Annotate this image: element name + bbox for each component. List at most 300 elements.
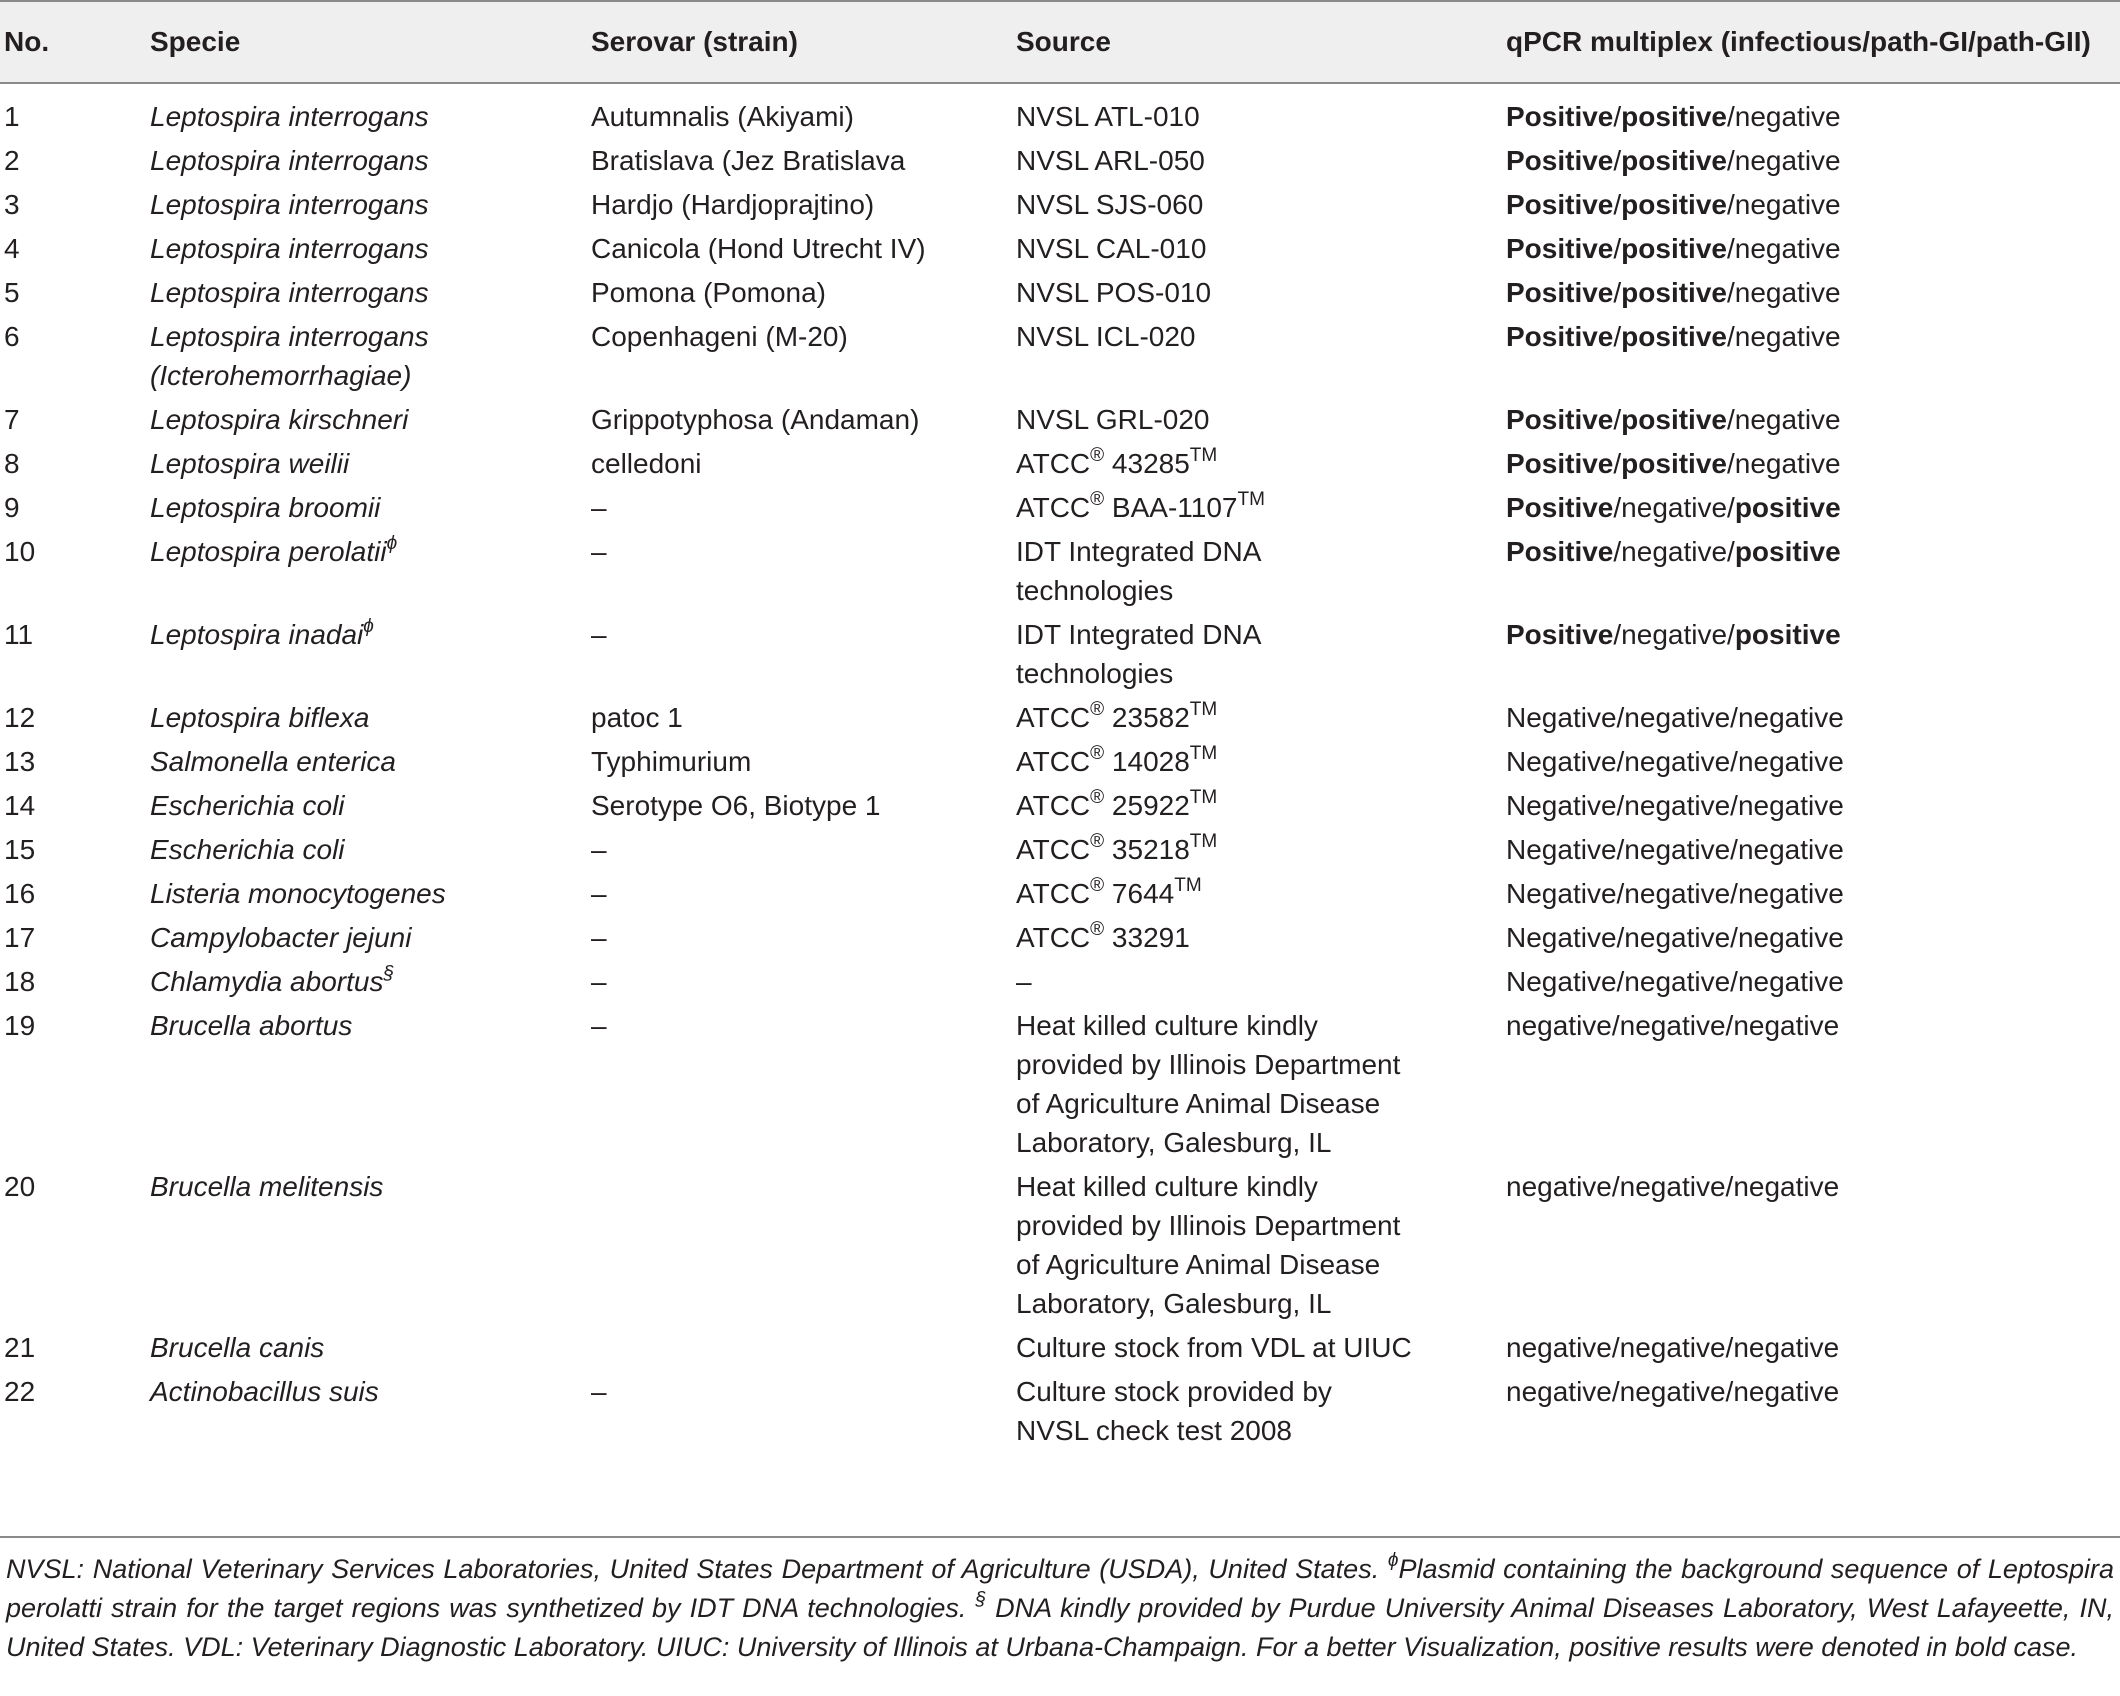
specie-name: Leptospira interrogans <box>150 321 429 352</box>
result-separator: / <box>1730 790 1738 821</box>
registered-mark: ® <box>1090 875 1105 896</box>
result-separator: / <box>1616 878 1625 909</box>
result-path-gii: negative <box>1734 321 1841 352</box>
cell-serovar: – <box>591 1010 607 1041</box>
result-separator: / <box>1726 189 1735 220</box>
cell-qpcr-result <box>1498 737 2120 781</box>
result-infectious: Negative <box>1506 966 1617 997</box>
cell-specie <box>142 913 583 957</box>
result-path-gii: positive <box>1734 619 1841 650</box>
result-separator: / <box>1727 536 1735 567</box>
result-path-gi: negative <box>1619 1376 1726 1407</box>
table-row <box>0 610 2120 693</box>
cell-serovar: Serotype O6, Biotype 1 <box>591 790 881 821</box>
cell-no: 17 <box>4 922 36 953</box>
source-text: ATCC <box>1016 746 1091 777</box>
trademark-mark: TM <box>1189 787 1218 808</box>
cell-serovar: – <box>591 922 607 953</box>
cell-specie <box>142 224 583 268</box>
cell-specie <box>142 83 583 136</box>
result-path-gii: negative <box>1737 878 1844 909</box>
cell-source <box>1008 781 1498 825</box>
cell-source <box>1008 1162 1498 1323</box>
cell-serovar: Grippotyphosa (Andaman) <box>591 404 920 435</box>
cell-serovar <box>583 1323 1008 1367</box>
source-text-line-2: NVSL check test 2008 <box>1016 1415 1293 1446</box>
cell-serovar: – <box>591 1376 607 1407</box>
cell-serovar: Copenhageni (M-20) <box>591 321 848 352</box>
footnote-part-3: DNA kindly provided by Purdue University Animal Diseases Laboratory, West Lafayeette, IN, United States. VDL: Veterinary Diagnostic Laboratory. UIUC: University of Illinois at Urbana-Champaign. For a better Visualization, positive results were denoted in bold case. <box>6 1593 2114 1662</box>
result-path-gi: negative <box>1624 878 1731 909</box>
specie-name: Leptospira interrogans <box>150 277 429 308</box>
specie-name: Brucella abortus <box>150 1010 353 1041</box>
result-separator: / <box>1725 1376 1734 1407</box>
result-separator: / <box>1730 966 1738 997</box>
cell-specie <box>142 439 583 483</box>
source-text-line-2: provided by Illinois Department <box>1016 1049 1401 1080</box>
table-row <box>0 224 2120 268</box>
table-row <box>0 781 2120 825</box>
result-path-gi: negative <box>1619 1010 1726 1041</box>
table-row <box>0 395 2120 439</box>
specie-name: Brucella canis <box>150 1332 325 1363</box>
result-path-gii: negative <box>1733 1332 1840 1363</box>
cell-qpcr-result <box>1498 781 2120 825</box>
cell-source <box>1008 180 1498 224</box>
result-path-gii: negative <box>1737 746 1844 777</box>
table-row <box>0 439 2120 483</box>
source-catalog-number: BAA-1107 <box>1104 492 1238 523</box>
specie-name: Leptospira broomii <box>150 492 381 523</box>
cell-specie <box>142 136 583 180</box>
cell-qpcr-result <box>1498 224 2120 268</box>
cell-qpcr-result <box>1498 83 2120 136</box>
table-row <box>0 1162 2120 1323</box>
result-separator: / <box>1611 1376 1620 1407</box>
trademark-mark: TM <box>1189 699 1218 720</box>
result-infectious: Positive <box>1506 492 1614 523</box>
result-path-gii: negative <box>1737 790 1844 821</box>
result-path-gi: negative <box>1624 790 1731 821</box>
table-row <box>0 483 2120 527</box>
result-path-gi: negative <box>1619 1171 1726 1202</box>
result-path-gi: positive <box>1621 404 1727 435</box>
source-catalog-number: 14028 <box>1104 746 1190 777</box>
cell-no: 6 <box>4 321 20 352</box>
result-separator: / <box>1616 790 1625 821</box>
cell-no: 15 <box>4 834 36 865</box>
cell-source <box>1008 957 1498 1001</box>
source-text-line-4: Laboratory, Galesburg, IL <box>1016 1127 1332 1158</box>
cell-no: 8 <box>4 448 20 479</box>
cell-qpcr-result <box>1498 1001 2120 1162</box>
source-catalog-number: 35218 <box>1104 834 1190 865</box>
result-path-gii: negative <box>1734 404 1841 435</box>
cell-no: 5 <box>4 277 20 308</box>
result-separator: / <box>1725 1332 1734 1363</box>
result-separator: / <box>1613 448 1622 479</box>
source-catalog-number: 25922 <box>1104 790 1190 821</box>
cell-serovar: patoc 1 <box>591 702 683 733</box>
cell-qpcr-result <box>1498 1162 2120 1323</box>
result-path-gi: positive <box>1621 233 1727 264</box>
result-path-gii: negative <box>1734 448 1841 479</box>
source-text: – <box>1016 966 1032 997</box>
table-row <box>0 180 2120 224</box>
table-row <box>0 693 2120 737</box>
table-row <box>0 1001 2120 1162</box>
specie-name: Escherichia coli <box>150 790 345 821</box>
cell-no: 11 <box>4 619 34 650</box>
cell-specie <box>142 395 583 439</box>
specie-name: Campylobacter jejuni <box>150 922 412 953</box>
cell-serovar: – <box>591 619 607 650</box>
result-path-gi: negative <box>1621 619 1728 650</box>
cell-qpcr-result <box>1498 610 2120 693</box>
cell-source <box>1008 268 1498 312</box>
result-separator: / <box>1613 321 1622 352</box>
header-qpcr: qPCR multiplex (infectious/path-GI/path-GII) <box>1498 1 2120 83</box>
source-text: ATCC <box>1016 878 1091 909</box>
result-infectious: Negative <box>1506 878 1617 909</box>
source-catalog-number: 23582 <box>1104 702 1190 733</box>
specie-name: Actinobacillus suis <box>150 1376 379 1407</box>
result-path-gi: positive <box>1621 448 1727 479</box>
cell-qpcr-result <box>1498 395 2120 439</box>
result-separator: / <box>1611 1171 1620 1202</box>
result-separator: / <box>1726 277 1735 308</box>
source-text: NVSL GRL-020 <box>1016 404 1210 435</box>
table-row <box>0 825 2120 869</box>
result-separator: / <box>1613 404 1622 435</box>
result-separator: / <box>1613 233 1622 264</box>
cell-specie <box>142 869 583 913</box>
trademark-mark: TM <box>1189 743 1218 764</box>
header-no: No. <box>0 1 142 83</box>
source-text: IDT Integrated DNA <box>1016 619 1262 650</box>
trademark-mark: TM <box>1174 875 1202 896</box>
cell-specie <box>142 268 583 312</box>
result-path-gii: negative <box>1734 101 1841 132</box>
specie-name: Escherichia coli <box>150 834 345 865</box>
result-infectious: Negative <box>1506 790 1617 821</box>
table-row <box>0 913 2120 957</box>
result-separator: / <box>1611 1332 1620 1363</box>
result-separator: / <box>1613 492 1622 523</box>
result-infectious: Negative <box>1506 702 1617 733</box>
result-path-gii: positive <box>1734 536 1841 567</box>
specie-footnote-marker: ϕ <box>386 533 398 554</box>
cell-no: 1 <box>4 101 20 132</box>
source-text: ATCC <box>1016 448 1091 479</box>
result-separator: / <box>1726 321 1735 352</box>
cell-serovar: – <box>591 536 607 567</box>
source-text: Heat killed culture kindly <box>1016 1171 1318 1202</box>
source-text: ATCC <box>1016 790 1091 821</box>
result-path-gii: negative <box>1733 1376 1840 1407</box>
registered-mark: ® <box>1090 743 1105 764</box>
table-row <box>0 1323 2120 1367</box>
result-path-gi: positive <box>1621 277 1727 308</box>
result-path-gii: positive <box>1734 492 1841 523</box>
specie-name: Leptospira biflexa <box>150 702 370 733</box>
source-text: IDT Integrated DNA <box>1016 536 1262 567</box>
cell-qpcr-result <box>1498 483 2120 527</box>
cell-qpcr-result <box>1498 180 2120 224</box>
result-separator: / <box>1730 922 1738 953</box>
result-path-gi: negative <box>1624 834 1731 865</box>
header-row <box>0 1 2120 83</box>
specie-name: Leptospira weilii <box>150 448 350 479</box>
result-infectious: Negative <box>1506 834 1617 865</box>
cell-specie <box>142 527 583 610</box>
cell-serovar: Autumnalis (Akiyami) <box>591 101 854 132</box>
cell-source <box>1008 312 1498 395</box>
registered-mark: ® <box>1090 919 1105 940</box>
table-bottom-rule <box>0 1536 2120 1538</box>
cell-no: 20 <box>4 1171 36 1202</box>
cell-serovar: Typhimurium <box>591 746 752 777</box>
cell-specie <box>142 737 583 781</box>
result-path-gi: positive <box>1621 101 1727 132</box>
table-row <box>0 737 2120 781</box>
source-text: NVSL ICL-020 <box>1016 321 1196 352</box>
result-infectious: Positive <box>1506 277 1614 308</box>
cell-specie <box>142 781 583 825</box>
cell-specie <box>142 1001 583 1162</box>
result-path-gii: negative <box>1734 277 1841 308</box>
specie-name: Leptospira interrogans <box>150 189 429 220</box>
result-path-gi: negative <box>1619 1332 1726 1363</box>
header-source: Source <box>1008 1 1498 83</box>
specie-name: Leptospira interrogans <box>150 101 429 132</box>
result-separator: / <box>1613 101 1622 132</box>
cell-qpcr-result <box>1498 869 2120 913</box>
result-separator: / <box>1613 277 1622 308</box>
result-separator: / <box>1616 834 1625 865</box>
cell-source <box>1008 610 1498 693</box>
result-separator: / <box>1726 233 1735 264</box>
specie-footnote-marker: § <box>383 963 395 984</box>
cell-specie <box>142 1162 583 1323</box>
specie-name-line-2: (Icterohemorrhagiae) <box>150 360 412 391</box>
result-path-gii: negative <box>1737 702 1844 733</box>
cell-no: 21 <box>4 1332 36 1363</box>
specie-name: Chlamydia abortus <box>150 966 384 997</box>
header-serovar: Serovar (strain) <box>583 1 1008 83</box>
source-text: NVSL SJS-060 <box>1016 189 1204 220</box>
result-path-gi: positive <box>1621 189 1727 220</box>
cell-no: 4 <box>4 233 20 264</box>
trademark-mark: TM <box>1237 489 1265 510</box>
registered-mark: ® <box>1090 699 1105 720</box>
cell-source <box>1008 737 1498 781</box>
result-infectious: Positive <box>1506 619 1614 650</box>
cell-source <box>1008 136 1498 180</box>
table-row <box>0 83 2120 136</box>
cell-no: 12 <box>4 702 36 733</box>
cell-no: 19 <box>4 1010 36 1041</box>
source-text: Culture stock provided by <box>1016 1376 1332 1407</box>
cell-source <box>1008 825 1498 869</box>
source-text: NVSL CAL-010 <box>1016 233 1207 264</box>
result-separator: / <box>1616 702 1625 733</box>
registered-mark: ® <box>1090 445 1105 466</box>
cell-source <box>1008 1001 1498 1162</box>
cell-source <box>1008 869 1498 913</box>
cell-no: 3 <box>4 189 20 220</box>
cell-specie <box>142 1367 583 1450</box>
cell-serovar: – <box>591 492 607 523</box>
result-infectious: Negative <box>1506 746 1617 777</box>
cell-specie <box>142 1323 583 1367</box>
cell-serovar: Canicola (Hond Utrecht IV) <box>591 233 926 264</box>
source-text: ATCC <box>1016 834 1091 865</box>
specie-name: Salmonella enterica <box>150 746 396 777</box>
result-separator: / <box>1726 145 1735 176</box>
result-separator: / <box>1613 145 1622 176</box>
cell-qpcr-result <box>1498 913 2120 957</box>
table-row <box>0 957 2120 1001</box>
result-separator: / <box>1611 1010 1620 1041</box>
cell-serovar: celledoni <box>591 448 702 479</box>
cell-serovar: – <box>591 966 607 997</box>
source-text-line-2: technologies <box>1016 575 1174 606</box>
cell-source <box>1008 913 1498 957</box>
registered-mark: ® <box>1090 489 1105 510</box>
source-text: NVSL ARL-050 <box>1016 145 1205 176</box>
result-separator: / <box>1730 746 1738 777</box>
result-separator: / <box>1616 746 1625 777</box>
cell-qpcr-result <box>1498 1323 2120 1367</box>
cell-no: 7 <box>4 404 20 435</box>
result-path-gi: positive <box>1621 321 1727 352</box>
cell-source <box>1008 483 1498 527</box>
result-separator: / <box>1613 189 1622 220</box>
result-separator: / <box>1727 492 1735 523</box>
cell-qpcr-result <box>1498 136 2120 180</box>
cell-source <box>1008 224 1498 268</box>
cell-serovar: – <box>591 834 607 865</box>
specie-name: Leptospira inadai <box>150 619 364 650</box>
table-row <box>0 527 2120 610</box>
source-text-line-4: Laboratory, Galesburg, IL <box>1016 1288 1332 1319</box>
result-path-gii: negative <box>1737 966 1844 997</box>
source-text: Heat killed culture kindly <box>1016 1010 1318 1041</box>
result-separator: / <box>1726 101 1735 132</box>
table-row <box>0 1367 2120 1450</box>
cell-qpcr-result <box>1498 527 2120 610</box>
cell-no: 14 <box>4 790 36 821</box>
cell-source <box>1008 439 1498 483</box>
result-path-gi: negative <box>1621 492 1728 523</box>
source-text: ATCC <box>1016 922 1091 953</box>
specie-name: Listeria monocytogenes <box>150 878 446 909</box>
footnote-part-2: Plasmid containing the background sequence of Leptospira perolatti strain for the target regions was synthetized by IDT DNA technologies. <box>6 1554 2114 1623</box>
result-path-gi: negative <box>1624 746 1731 777</box>
result-infectious: negative <box>1506 1171 1612 1202</box>
source-text: Culture stock from VDL at UIUC <box>1016 1332 1412 1363</box>
result-separator: / <box>1613 619 1622 650</box>
result-path-gii: negative <box>1737 834 1844 865</box>
cell-specie <box>142 693 583 737</box>
cell-specie <box>142 957 583 1001</box>
cell-no: 16 <box>4 878 36 909</box>
cell-qpcr-result <box>1498 825 2120 869</box>
specie-name: Leptospira interrogans <box>150 233 429 264</box>
result-infectious: Positive <box>1506 233 1614 264</box>
result-infectious: negative <box>1506 1376 1612 1407</box>
cell-serovar: Hardjo (Hardjoprajtino) <box>591 189 875 220</box>
cell-qpcr-result <box>1498 1367 2120 1450</box>
source-text-line-2: technologies <box>1016 658 1174 689</box>
result-path-gii: negative <box>1733 1171 1840 1202</box>
result-separator: / <box>1616 922 1625 953</box>
cell-specie <box>142 483 583 527</box>
cell-no: 2 <box>4 145 20 176</box>
cell-qpcr-result <box>1498 693 2120 737</box>
cell-specie <box>142 825 583 869</box>
cell-qpcr-result <box>1498 439 2120 483</box>
result-separator: / <box>1726 404 1735 435</box>
result-infectious: Positive <box>1506 321 1614 352</box>
cell-no: 13 <box>4 746 36 777</box>
source-catalog-number: 43285 <box>1104 448 1190 479</box>
source-text: ATCC <box>1016 702 1091 733</box>
cell-qpcr-result <box>1498 957 2120 1001</box>
cell-no: 22 <box>4 1376 36 1407</box>
cell-qpcr-result <box>1498 312 2120 395</box>
result-infectious: Positive <box>1506 404 1614 435</box>
cell-serovar: Bratislava (Jez Bratislava <box>591 145 906 176</box>
cell-specie <box>142 610 583 693</box>
source-text-line-3: of Agriculture Animal Disease <box>1016 1249 1381 1280</box>
result-separator: / <box>1616 966 1625 997</box>
source-text: NVSL POS-010 <box>1016 277 1212 308</box>
registered-mark: ® <box>1090 831 1105 852</box>
cell-qpcr-result <box>1498 268 2120 312</box>
result-path-gii: negative <box>1733 1010 1840 1041</box>
result-separator: / <box>1725 1171 1734 1202</box>
trademark-mark: TM <box>1189 445 1218 466</box>
footnote-part-1: NVSL: National Veterinary Services Laboratories, United States Department of Agriculture (USDA), United States. <box>6 1554 1388 1584</box>
result-separator: / <box>1613 536 1622 567</box>
result-infectious: Positive <box>1506 189 1614 220</box>
footnote-phi-marker: ϕ <box>1387 1550 1399 1571</box>
specie-name: Leptospira kirschneri <box>150 404 409 435</box>
cell-source <box>1008 1323 1498 1367</box>
result-path-gii: negative <box>1734 233 1841 264</box>
result-path-gi: negative <box>1624 966 1731 997</box>
cell-no: 9 <box>4 492 20 523</box>
result-path-gii: negative <box>1737 922 1844 953</box>
source-text: NVSL ATL-010 <box>1016 101 1200 132</box>
cell-serovar: – <box>591 878 607 909</box>
trademark-mark: TM <box>1189 831 1218 852</box>
source-catalog-number: 33291 <box>1104 922 1190 953</box>
result-separator: / <box>1730 702 1738 733</box>
result-separator: / <box>1730 878 1738 909</box>
cell-serovar <box>583 1162 1008 1323</box>
result-infectious: Positive <box>1506 536 1614 567</box>
result-infectious: Positive <box>1506 145 1614 176</box>
specie-name: Leptospira interrogans <box>150 145 429 176</box>
result-separator: / <box>1730 834 1738 865</box>
result-path-gi: negative <box>1621 536 1728 567</box>
result-separator: / <box>1725 1010 1734 1041</box>
source-catalog-number: 7644 <box>1104 878 1175 909</box>
result-infectious: negative <box>1506 1010 1612 1041</box>
